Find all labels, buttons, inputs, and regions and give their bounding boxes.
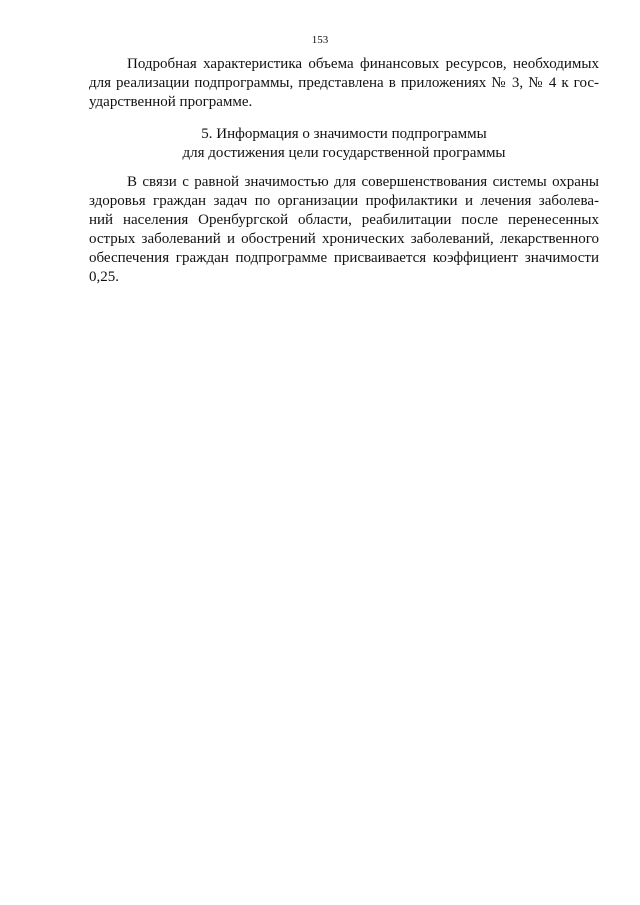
paragraph-financial-resources — [89, 55, 599, 112]
paragraph-line: для реализации подпрограммы, представлена в приложениях № 3, № 4 к гос- — [89, 75, 599, 91]
section-heading-line: для достижения цели государственной программы — [182, 145, 506, 161]
section-heading — [89, 125, 599, 163]
paragraph-line: здоровья граждан задач по организации профилактики и лечения заболева- — [89, 193, 599, 209]
paragraph-line: 0,25. — [89, 269, 119, 285]
paragraph-line: В связи с равной значимостью для совершенствования системы охраны — [127, 174, 599, 190]
paragraph-line: Подробная характеристика объема финансовых ресурсов, необходимых — [127, 56, 599, 72]
page-number: 153 — [311, 34, 329, 46]
paragraph-significance — [89, 173, 599, 287]
section-heading-line: 5. Информация о значимости подпрограммы — [201, 126, 487, 142]
paragraph-line: ударственной программе. — [89, 94, 253, 110]
paragraph-line: обеспечения граждан подпрограмме присваивается коэффициент значимости — [89, 250, 599, 266]
paragraph-line: ний населения Оренбургской области, реабилитации после перенесенных — [89, 212, 599, 228]
paragraph-line: острых заболеваний и обострений хронических заболеваний, лекарственного — [89, 231, 599, 247]
